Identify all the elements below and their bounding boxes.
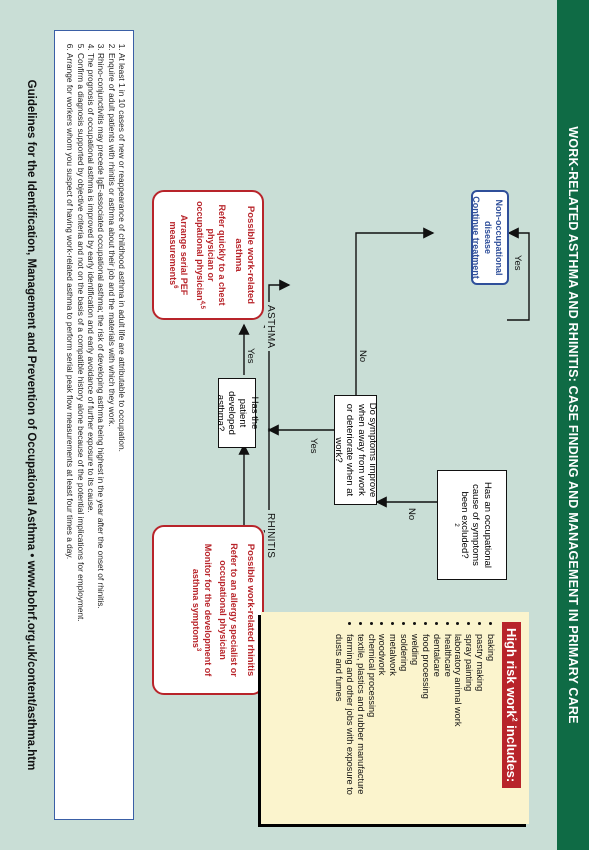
high-risk-sup: 2 <box>510 717 518 722</box>
q1-sup: 2 <box>452 523 459 527</box>
list-item: • metalwork <box>387 634 398 814</box>
asthma-box-sup1: 4,5 <box>198 300 205 309</box>
note-item: 6. Arrange for workers whom you suspect of having work-related asthma to perform serial peak flow measurements at least four times a day. <box>65 53 75 811</box>
list-item: • laboratory animal work <box>453 634 464 814</box>
note-item: 2. Enquire of adult patients with rhinitis or asthma about their job and the materials with which they work. <box>106 53 116 811</box>
list-item: • textile, plastics and rubber manufacture <box>355 634 366 814</box>
possible-asthma-box <box>152 190 264 320</box>
poster-title: WORK-RELATED ASTHMA AND RHINITIS: CASE FINDING AND MANAGEMENT IN PRIMARY CARE <box>557 0 589 850</box>
non-occupational-box <box>471 190 509 285</box>
asthma-label: ASTHMA <box>265 302 276 351</box>
rhinitis-label: RHINITIS <box>265 510 276 561</box>
high-risk-title-text: High risk work <box>504 628 519 718</box>
q1-yes-arrow <box>507 233 529 320</box>
list-item: • baking <box>485 634 496 814</box>
asthma-box-line1: Refer quickly to a chest physician or occupational physician <box>194 201 228 306</box>
asthma-box-title: Possible work-related asthma <box>233 205 256 305</box>
rhinitis-box-line1: Refer to an allergy specialist or occupational physician <box>217 543 240 677</box>
list-item: • dentalcare <box>431 634 442 814</box>
nonocc-line1: Non-occupational disease <box>482 199 504 276</box>
asthma-box-sup2: 6 <box>172 285 179 289</box>
possible-rhinitis-box <box>152 525 264 695</box>
list-item: • chemical processing <box>366 634 377 814</box>
q2-yes-label: Yes <box>308 438 319 454</box>
list-item: • food processing <box>420 634 431 814</box>
high-risk-title <box>502 622 521 788</box>
list-item: • pastry making <box>474 634 485 814</box>
q1-excluded-box <box>437 470 507 580</box>
note-item: 5. Confirm a diagnosis supported by objective criteria and not on the basis of a compatible history alone because of the potential implications for employment. <box>75 53 85 811</box>
q1-no-label: No <box>406 508 417 521</box>
q1-text: Has an occupational cause of symptoms been excluded? <box>458 481 493 569</box>
note-item: 4. The prognosis of occupational asthma is improved by early identification and early avoidance of further exposure to its cause. <box>86 53 96 811</box>
list-item: • woodwork <box>377 634 388 814</box>
list-item: • spray painting <box>463 634 474 814</box>
q1-yes-label: Yes <box>512 255 523 271</box>
list-item: • soldering <box>398 634 409 814</box>
high-risk-list <box>333 622 496 814</box>
asthma-box-line2: Arrange serial PEF measurements <box>168 214 190 296</box>
q3-asthma-box: Has the patient developed asthma? <box>218 378 256 448</box>
list-item: • welding <box>409 634 420 814</box>
rhinitis-box-line2: Monitor for the development of asthma symptoms <box>191 543 213 677</box>
note-item: 1. At least 1 in 10 cases of new or reappearance of childhood asthma in adult life are attributable to occupation. <box>117 53 127 811</box>
q2-no-arrow <box>356 233 433 395</box>
footer-guidelines: Guidelines for the Identification, Management and Prevention of Occupational Asthma • www.bohrf.org.uk/content/asthma.htm <box>25 79 37 771</box>
note-item: 3. Rhino-conjunctivitis may precede IgE-associated occupational asthma; the risk of developing asthma being highest in the year after the onset of rhinitis. <box>96 53 106 811</box>
rhinitis-box-title: Possible work-related rhinitis <box>245 543 256 677</box>
notes-list <box>65 39 127 811</box>
list-item: • healthcare <box>442 634 453 814</box>
high-risk-work-box <box>261 612 529 824</box>
rhinitis-box-sup2: 3 <box>195 647 202 652</box>
q2-no-label: No <box>357 350 368 363</box>
notes-box <box>54 30 134 820</box>
list-item: • farming and other jobs with exposure to dusts and fumes <box>333 634 355 814</box>
nonocc-line2: Continue treatment <box>471 196 482 279</box>
high-risk-title-suffix: includes: <box>504 721 519 783</box>
q2-improve-box: Do symptoms improve when away from work or deteriorate when at work? <box>334 395 377 505</box>
q3-yes-label: Yes <box>245 348 256 364</box>
